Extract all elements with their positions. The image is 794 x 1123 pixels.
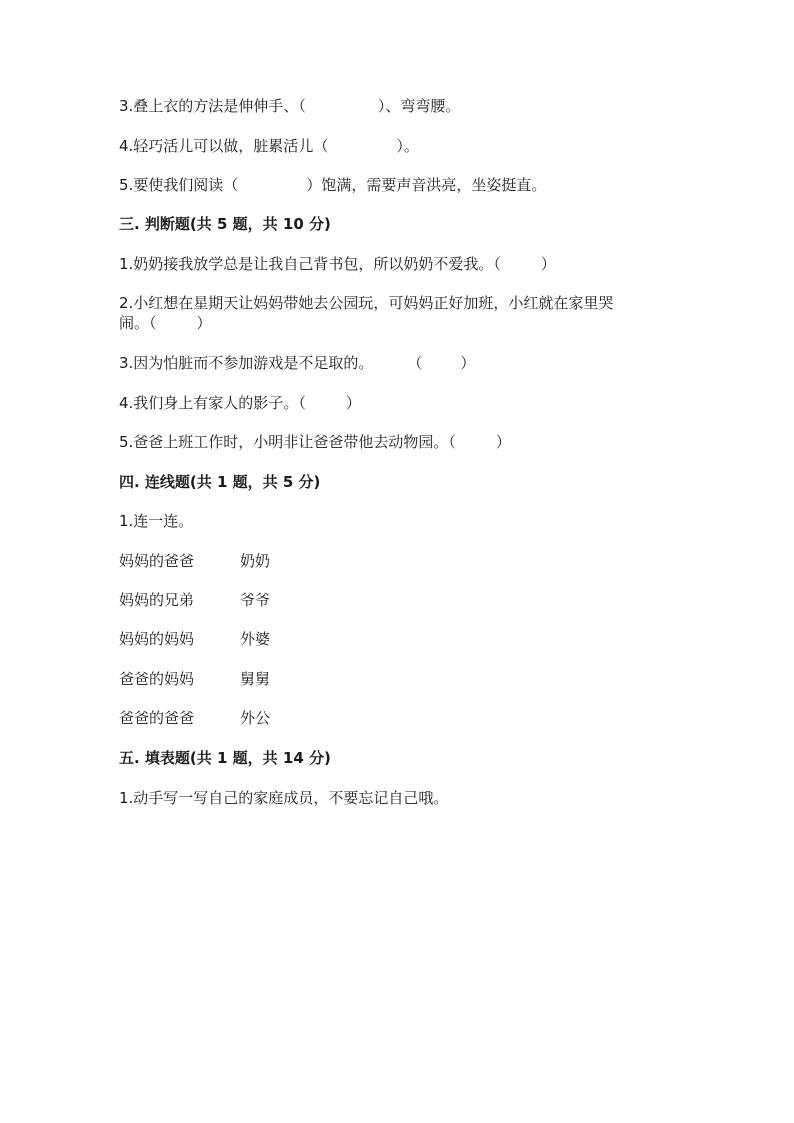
judge-question-3-open: （ [407,354,423,372]
judge-question-4-text: 4.我们身上有家人的影子。（ [119,394,306,412]
fill-question-4-before: 4.轻巧活儿可以做，脏累活儿（ [119,137,329,155]
fill-question-3-before: 3.叠上衣的方法是伸伸手、（ [119,97,306,115]
match-left-item: 妈妈的妈妈 [119,630,195,648]
match-left-item: 爸爸的妈妈 [119,670,195,688]
judge-question-1 [119,254,556,274]
match-left-item: 爸爸的爸爸 [119,709,195,727]
match-right-item: 爷爷 [240,591,271,609]
fill-question-5-before: 5.要使我们阅读（ [119,176,239,194]
judge-question-1-text: 1.奶奶接我放学总是让我自己背书包，所以奶奶不爱我。（ [119,255,501,273]
fill-question-5 [119,175,546,195]
section-5-heading: 五. 填表题(共 1 题，共 14 分) [119,749,331,767]
table-question: 1.动手写一写自己的家庭成员，不要忘记自己哦。 [119,789,449,807]
match-right-item: 舅舅 [240,670,271,688]
judge-question-2-line1: 2.小红想在星期天让妈妈带她去公园玩，可妈妈正好加班，小红就在家里哭 [119,294,614,312]
section-3-heading: 三. 判断题(共 5 题，共 10 分) [119,215,331,233]
judge-question-1-close: ） [540,255,556,273]
fill-question-4 [119,136,419,156]
judge-question-2-line2-text: 闹。（ [119,314,157,332]
judge-question-4-close: ） [345,394,361,412]
judge-question-3 [119,353,475,373]
match-left-item: 妈妈的爸爸 [119,552,195,570]
match-right-item: 外婆 [240,630,271,648]
match-right-item: 外公 [240,709,271,727]
fill-question-3-after: ）、弯弯腰。 [377,97,461,115]
fill-question-5-after: ）饱满，需要声音洪亮，坐姿挺直。 [306,176,547,194]
match-left-item: 妈妈的兄弟 [119,591,195,609]
fill-question-4-after: ）。 [396,137,419,155]
match-right-item: 奶奶 [240,552,271,570]
judge-question-3-text: 3.因为怕脏而不参加游戏是不足取的。 [119,354,374,372]
judge-question-5 [119,432,511,452]
match-question: 1.连一连。 [119,512,194,530]
fill-question-3 [119,96,460,116]
section-4-heading: 四. 连线题(共 1 题，共 5 分) [119,473,321,491]
judge-question-4 [119,393,361,413]
judge-question-5-close: ） [495,433,511,451]
judge-question-2-line2 [119,313,212,333]
judge-question-2-close: ） [196,314,212,332]
judge-question-5-text: 5.爸爸上班工作时，小明非让爸爸带他去动物园。（ [119,433,456,451]
judge-question-3-close: ） [460,354,476,372]
